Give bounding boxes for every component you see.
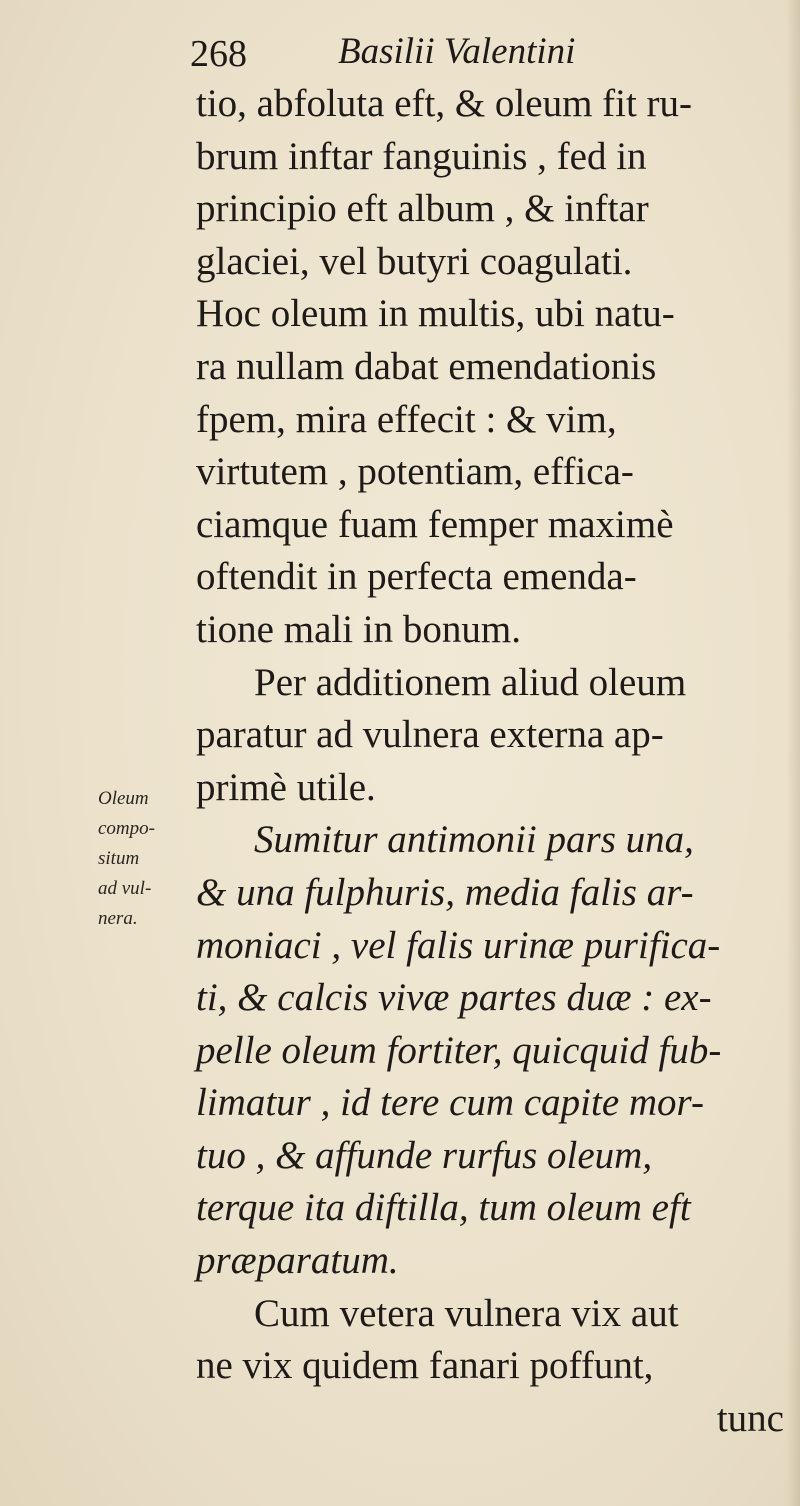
text-line: ne vix quidem fanari poffunt, [196,1344,654,1388]
text-line: terque ita diftilla, tum oleum eft [196,1186,691,1230]
marginal-note [98,784,198,934]
text-line: Hoc oleum in multis, ubi natu- [196,292,675,336]
text-line: tio, abfoluta eft, & oleum fit ru- [196,82,693,125]
text-line: limatur , id tere cum capite mor- [196,1081,704,1125]
text-line: fpem, mira effecit : & vim, [196,397,617,441]
page-number: 268 [190,33,247,75]
text-line: tione mali in bonum. [196,607,521,651]
text-line: ti, & calcis vivæ partes duæ : ex- [196,976,712,1020]
text-line: pelle oleum fortiter, quicquid fub- [196,1028,722,1072]
text-line: tunc [716,1396,784,1440]
body-text [196,78,796,1445]
text-line: Cum vetera vulnera vix aut [254,1291,679,1335]
text-line: præparatum. [196,1239,399,1283]
text-line: virtutem , potentiam, effica- [196,450,634,494]
text-line: principio eft album , & inftar [196,187,649,231]
page-header [190,30,650,80]
text-line: Per additionem aliud oleum [254,660,687,704]
text-line: primè utile. [196,765,376,809]
text-line: Sumitur antimonii pars una, [254,818,694,862]
marginal-note-line: nera. [98,908,138,929]
text-line: tuo , & affunde rurfus oleum, [196,1133,653,1177]
text-line: ciamque fuam femper maximè [196,502,674,546]
text-line: oftendit in perfecta emenda- [196,555,637,599]
text-line: glaciei, vel butyri coagulati. [196,239,633,283]
text-line: moniaci , vel falis urinæ purifica- [196,923,721,967]
text-line: paratur ad vulnera externa ap- [196,713,664,757]
text-line: & una fulphuris, media falis ar- [196,870,694,914]
text-line: brum inftar fanguinis , fed in [196,134,647,178]
marginal-note-line: ad vul- [98,878,152,899]
running-head: Basilii Valentini [338,31,576,72]
marginal-note-line: Oleum [98,788,149,809]
marginal-note-line: situm [98,848,140,869]
marginal-note-line: compo- [98,818,155,839]
text-line: ra nullam dabat emendationis [196,344,657,388]
